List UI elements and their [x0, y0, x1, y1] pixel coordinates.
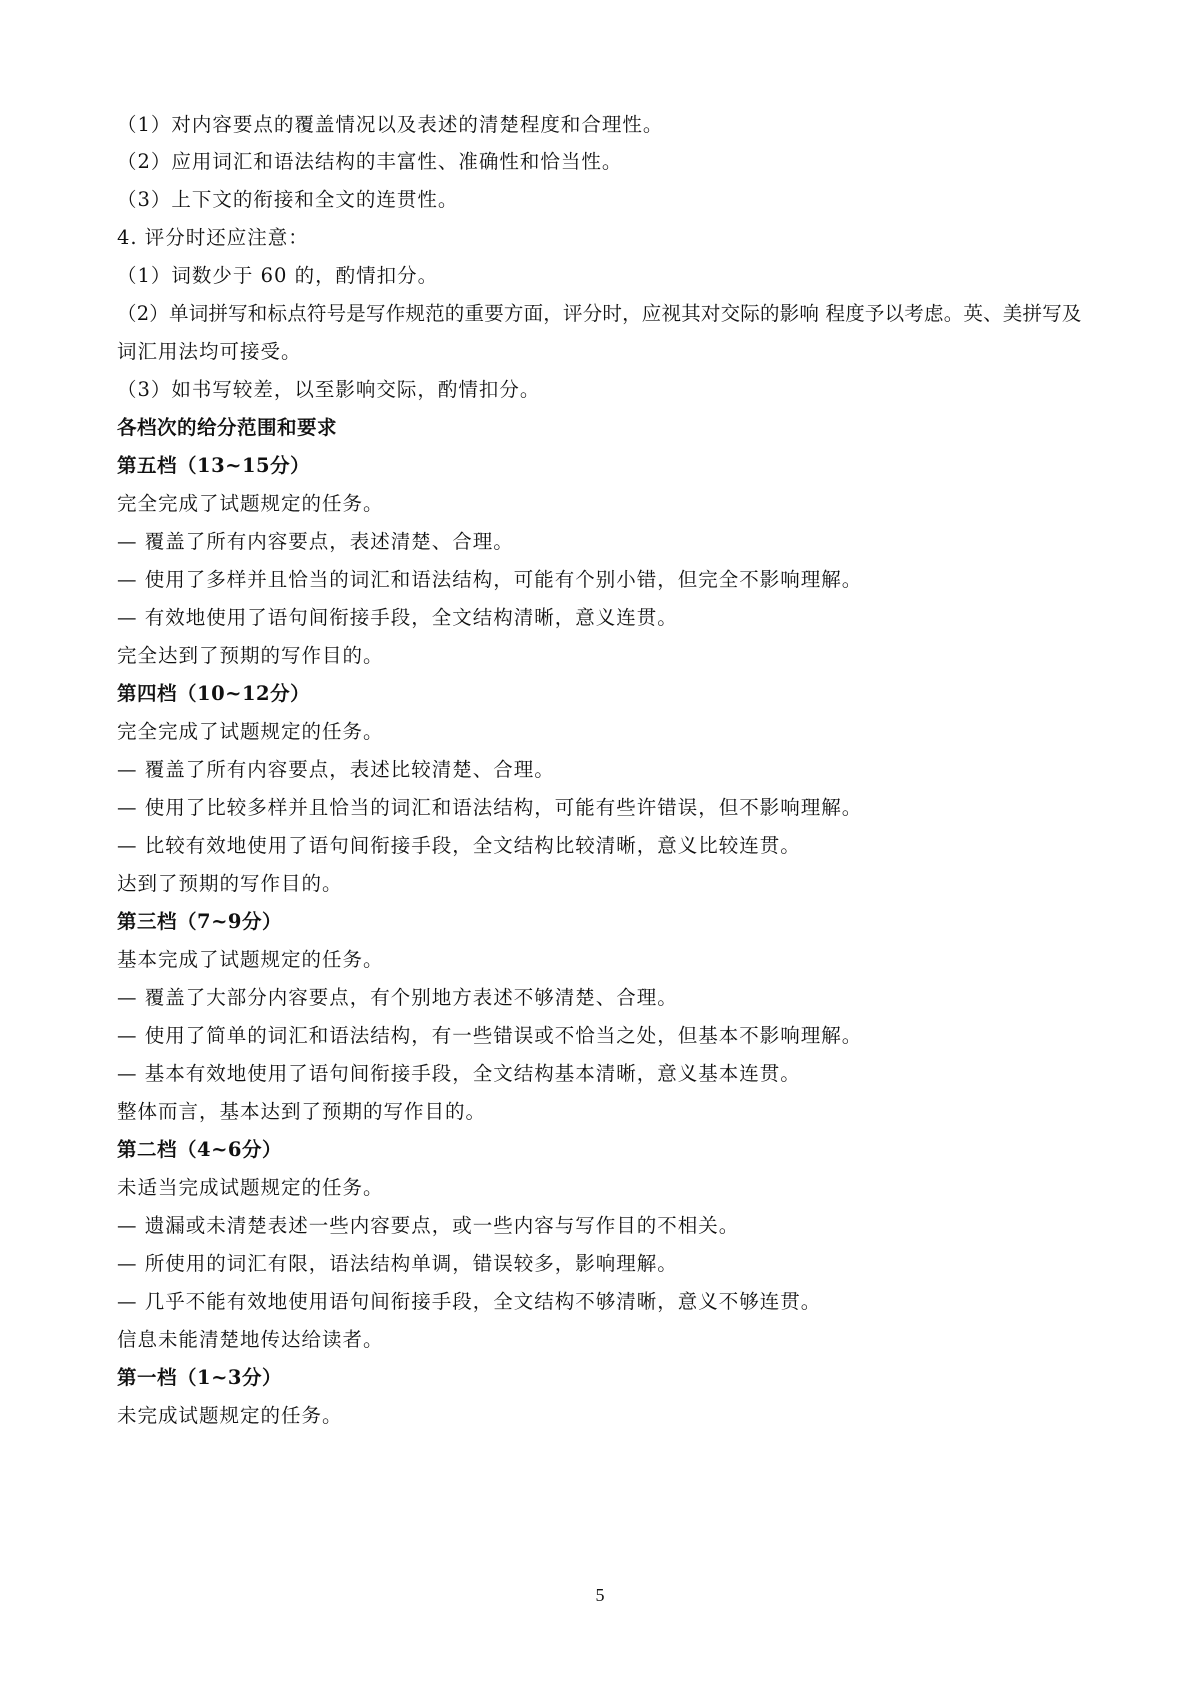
grade-line: — 覆盖了大部分内容要点，有个别地方表述不够清楚、合理。 — [117, 986, 678, 1009]
grade-line: — 使用了比较多样并且恰当的词汇和语法结构，可能有些许错误，但不影响理解。 — [117, 796, 863, 819]
grade-title: 第二档（4~6分） — [117, 1138, 282, 1161]
grade-line: — 使用了简单的词汇和语法结构，有一些错误或不恰当之处，但基本不影响理解。 — [117, 1024, 863, 1047]
grade-line: — 覆盖了所有内容要点，表述清楚、合理。 — [117, 530, 514, 553]
grade-line: 信息未能清楚地传达给读者。 — [117, 1328, 384, 1351]
note-2-continued: 词汇用法均可接受。 — [117, 340, 302, 363]
grade-line: 完全完成了试题规定的任务。 — [117, 720, 384, 743]
grade-line: — 使用了多样并且恰当的词汇和语法结构，可能有个别小错，但完全不影响理解。 — [117, 568, 863, 591]
criterion-1: （1）对内容要点的覆盖情况以及表述的清楚程度和合理性。 — [117, 113, 664, 136]
grade-line: 完全达到了预期的写作目的。 — [117, 644, 384, 667]
criterion-3: （3）上下文的衔接和全文的连贯性。 — [117, 188, 459, 211]
grade-line: 基本完成了试题规定的任务。 — [117, 948, 384, 971]
grade-line: 整体而言，基本达到了预期的写作目的。 — [117, 1100, 487, 1123]
note-2: （2）单词拼写和标点符号是写作规范的重要方面，评分时，应视其对交际的影响 程度予以考虑。英、美拼写及 — [117, 302, 1082, 325]
grade-line: 完全完成了试题规定的任务。 — [117, 492, 384, 515]
grade-line: — 比较有效地使用了语句间衔接手段，全文结构比较清晰，意义比较连贯。 — [117, 834, 801, 857]
grade-title: 第五档（13~15分） — [117, 454, 311, 477]
grade-line: 未完成试题规定的任务。 — [117, 1404, 343, 1427]
grade-line: — 几乎不能有效地使用语句间衔接手段，全文结构不够清晰，意义不够连贯。 — [117, 1290, 822, 1313]
grade-title: 第三档（7~9分） — [117, 910, 282, 933]
criterion-2: （2）应用词汇和语法结构的丰富性、准确性和恰当性。 — [117, 150, 623, 173]
grade-line: — 有效地使用了语句间衔接手段，全文结构清晰，意义连贯。 — [117, 606, 678, 629]
grade-line: 未适当完成试题规定的任务。 — [117, 1176, 384, 1199]
grade-line: — 所使用的词汇有限，语法结构单调，错误较多，影响理解。 — [117, 1252, 678, 1275]
grade-line: 达到了预期的写作目的。 — [117, 872, 343, 895]
notes-title: 4. 评分时还应注意： — [117, 226, 309, 249]
section-title: 各档次的给分范围和要求 — [117, 416, 338, 439]
grade-line: — 覆盖了所有内容要点，表述比较清楚、合理。 — [117, 758, 555, 781]
note-3: （3）如书写较差，以至影响交际，酌情扣分。 — [117, 378, 541, 401]
grade-line: — 遗漏或未清楚表述一些内容要点，或一些内容与写作目的不相关。 — [117, 1214, 740, 1237]
grade-title: 第一档（1~3分） — [117, 1366, 282, 1389]
page-number: 5 — [595, 1585, 605, 1605]
grade-title: 第四档（10~12分） — [117, 682, 311, 705]
note-1: （1）词数少于 60 的，酌情扣分。 — [117, 264, 439, 287]
grade-line: — 基本有效地使用了语句间衔接手段，全文结构基本清晰，意义基本连贯。 — [117, 1062, 801, 1085]
